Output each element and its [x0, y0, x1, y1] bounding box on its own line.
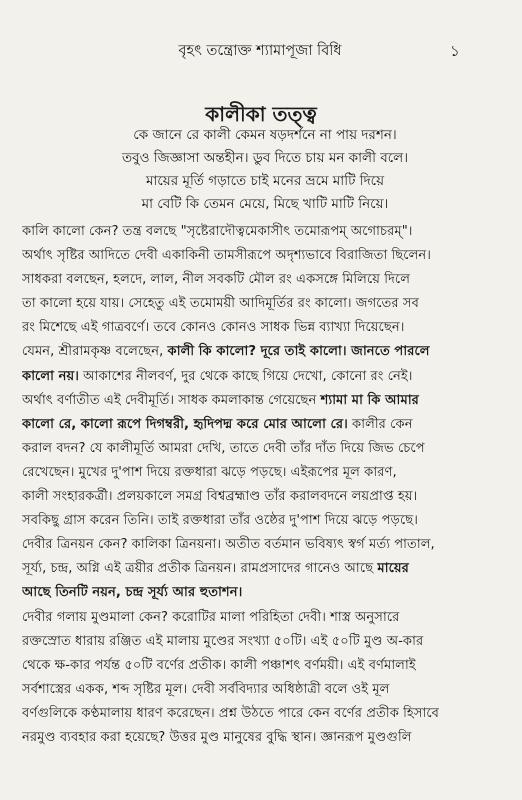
- verse-line: মায়ের মূর্তি গড়াতে চাই মনের ভ্রমে মাটি দিয়ে: [145, 173, 385, 189]
- text-run: কালি কালো কেন? তন্ত্র বলছে "সৃষ্টেরাদৌত্বমেকাসীৎ তমোরূপম্ অগোচরম্"।: [22, 224, 413, 239]
- bold-quote: আছে তিনটি নয়ন, চন্দ্র সূর্য্য আর হুতাশন।: [22, 585, 243, 601]
- text-run: রেখেছেন। মুখের দু'পাশ দিয়ে রক্তধারা ঝড়ে পড়ছে। এইরূপের মূল কারণ,: [22, 464, 397, 480]
- text-run: অর্থাৎ সৃষ্টির আদিতে দেবী একাকিনী তামসীরূপে অদৃশ্যভাবে বিরাজিতা ছিলেন।: [22, 248, 432, 264]
- text-line: [22, 316, 502, 340]
- text-line: [22, 292, 502, 316]
- text-line: [22, 630, 502, 654]
- text-run: সর্বশাস্ত্রের একক, শব্দ সৃষ্টির মূল। দেবী সর্ববিদ্যার অধিষ্ঠাত্রী বলে ওই মূল: [22, 681, 390, 697]
- verse-line: মা বেটি কি তেমন মেয়ে, মিছে খাটি মাটি নিয়ে।: [141, 196, 389, 212]
- verse-block: [30, 124, 500, 216]
- text-line: [22, 557, 502, 581]
- text-line: [22, 437, 502, 461]
- body-text: [22, 220, 502, 750]
- bold-quote: শ্যামা মা কি আমার: [320, 392, 419, 408]
- text-run: কালীর কেন: [347, 416, 413, 432]
- text-run: তা কালো হয়ে যায়। সেহেতু এই তমোময়ী আদিমূর্তির রং কালো। জগতের সব: [22, 296, 419, 312]
- text-line: [22, 509, 502, 533]
- text-line: [22, 485, 502, 509]
- text-run: দেবীর ত্রিনয়ন কেন? কালিকা ত্রিনয়না। অতীত বর্তমান ভবিষ্যৎ স্বর্গ মর্ত্য পাতাল,: [22, 537, 435, 553]
- text-line: [22, 678, 502, 702]
- verse-line: তবুও জিজ্ঞাসা অন্তহীন। ডুব দিতে চায় মন কালী বলে।: [121, 150, 409, 166]
- text-line: [22, 581, 502, 605]
- text-run: করাল বদন? যে কালীমূর্তি আমরা দেখি, তাতে দেবী তাঁর দাঁত দিয়ে জিভ চেপে: [22, 440, 425, 456]
- text-run: রক্তস্রোত ধারায় রঞ্জিত এই মালায় মুণ্ডের সংখ্যা ৫০টি। এই ৫০টি মুণ্ড অ-কার: [22, 633, 424, 649]
- bold-quote: মায়ের: [377, 561, 409, 577]
- bold-quote: কালী কি কালো? দূরে তাই কালো। জানতে পারলে: [167, 344, 430, 360]
- text-run: সবকিছু গ্রাস করেন তিনি। তাই রক্তধারা তাঁর ওষ্ঠের দু'পাশ দিয়ে ঝড়ে পড়ছে।: [22, 513, 418, 529]
- text-line: [22, 461, 502, 485]
- text-run: বর্ণগুলিকে কণ্ঠমালায় ধারণ করেছেন। প্রশ্ন উঠতে পারে কেন বর্ণের প্রতীক হিসাবে: [22, 705, 440, 721]
- text-run: থেকে ক্ষ-কার পর্যন্ত ৫০টি বর্ণের প্রতীক। কালী পঞ্চাশৎ বর্ণময়ী। এই বর্ণমালাই: [22, 657, 416, 673]
- section-title: কালীকা তত্ত্ব: [205, 102, 317, 126]
- bold-quote: কালো রে, কালো রূপে দিগম্বরী, হৃদিপদ্ম করে মোর আলো রে।: [22, 416, 348, 432]
- text-line: [22, 268, 502, 292]
- text-line: [22, 726, 502, 750]
- text-line: [22, 244, 502, 268]
- text-run: আকাশের নীলবর্ণ, দুর থেকে কাছে গিয়ে দেখো, কোনো রং নেই।: [78, 368, 413, 384]
- text-line: [22, 389, 502, 413]
- text-line: [22, 654, 502, 678]
- text-line: [22, 606, 502, 630]
- text-line: [22, 340, 502, 364]
- text-run: যেমন, শ্রীরামকৃষ্ণ বলেছেন,: [22, 344, 168, 360]
- text-run: দেবীর গলায় মুণ্ডমালা কেন? করোটির মালা পরিহিতা দেবী। শাস্ত্র অনুসারে: [22, 609, 400, 625]
- text-run: নরমুণ্ড ব্যবহার করা হয়েছে? উত্তর মুণ্ড মানুষের বুদ্ধি স্থান। জ্ঞানরূপ মুণ্ডগুলি: [22, 729, 412, 745]
- text-run: কালী সংহারকর্ত্রী। প্রলয়কালে সমগ্র বিশ্বব্রহ্মাণ্ড তাঁর করালবদনে লয়প্রাপ্ত হয়।: [22, 489, 418, 505]
- text-line: [22, 365, 502, 389]
- text-run: সাধকরা বলছেন, হলদে, লাল, নীল সবকটি মৌল রং একসঙ্গে মিলিয়ে দিলে: [22, 272, 411, 288]
- text-line: [22, 702, 502, 726]
- text-run: অর্থাৎ বর্ণাতীত এই দেবীমূর্তি। সাধক কমলাকান্ত গেয়েছেন: [22, 392, 321, 408]
- page-header: [0, 40, 522, 64]
- page-number: ১: [450, 42, 460, 60]
- text-line: [22, 220, 502, 244]
- text-run: রং মিশেছে এই গাত্রবর্ণে। তবে কোনও কোনও সাধক ভিন্ন ব্যাখ্যা দিয়েছেন।: [22, 320, 405, 336]
- bold-quote: কালো নয়।: [22, 368, 79, 384]
- text-line: [22, 533, 502, 557]
- text-line: [22, 413, 502, 437]
- text-run: সূর্য্য, চন্দ্র, অগ্নি এই ত্রয়ীর প্রতীক ত্রিনয়ন। রামপ্রসাদের গানেও আছে: [22, 561, 378, 577]
- verse-line: কে জানে রে কালী কেমন ষড়দর্শনে না পায় দরশন।: [133, 127, 397, 143]
- running-title: বৃহৎ তন্ত্রোক্ত শ্যামাপূজা বিধি: [178, 43, 342, 59]
